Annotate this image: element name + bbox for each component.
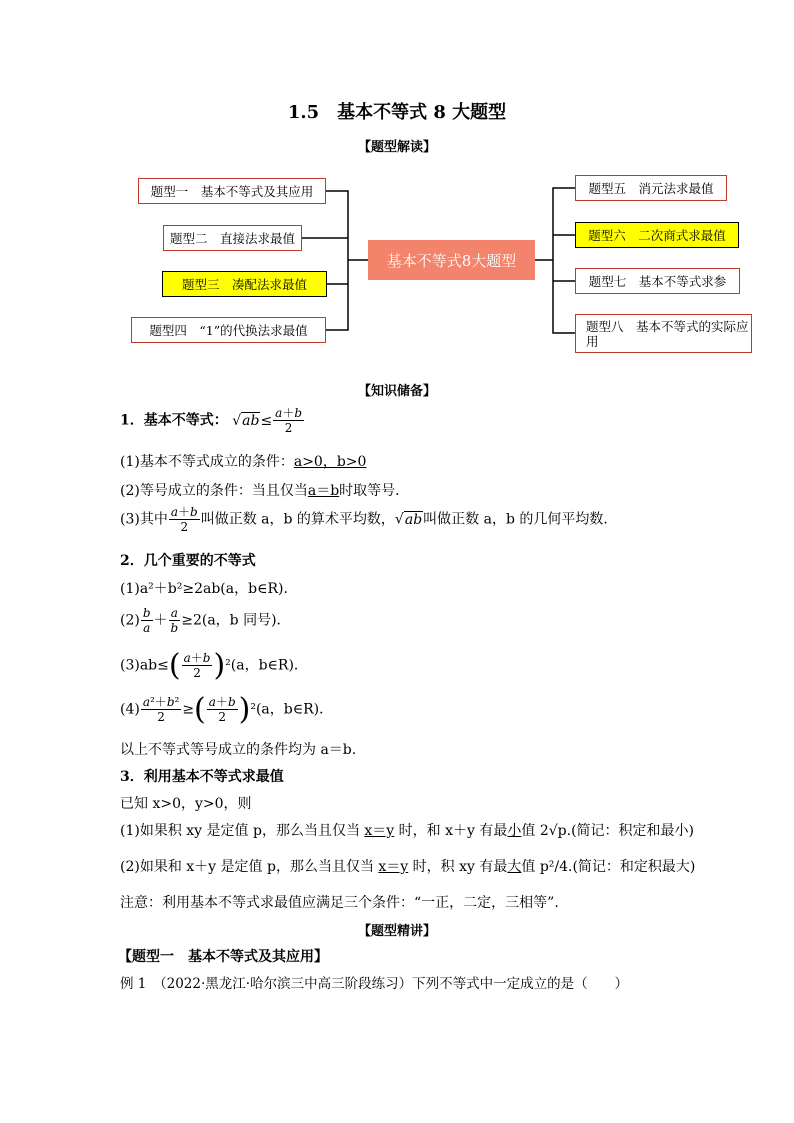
k2-ineq3-suffix: ²(a，b∈R)．: [225, 657, 308, 674]
k3-heading: 3．利用基本不等式求最值: [120, 769, 284, 785]
left-bracket-line: [326, 191, 348, 330]
page-title: 1.5 基本不等式 8 大题型: [287, 102, 507, 123]
k1-cond2-suffix: 时取等号．: [339, 483, 410, 499]
k2-ineq1: (1)a²＋b²≥2ab(a，b∈R)．: [120, 581, 298, 597]
k3-case2-suffix: 值 p²/4.(简记：和定积最大): [521, 859, 696, 875]
k3-given: 已知 x>0，y>0，则: [120, 796, 252, 812]
k1-means: (3)其中 $\frac{a+b}{2}$ 叫做正数 a，b 的算术平均数，√ab叫做正数 a，b 的几何平均数．: [120, 505, 618, 534]
k2-ineq3-prefix: (3)ab≤: [120, 657, 169, 674]
k3-case2-prefix: (2)如果和 x＋y 是定值 p，那么当且仅当: [120, 859, 379, 875]
k2-ineq4-prefix: (4): [120, 701, 140, 718]
diagram-node-type-8: 题型八 基本不等式的实际应用: [575, 314, 752, 353]
k3-case1-suffix: 值 2√p.(简记：积定和最小): [521, 823, 694, 839]
k1-cond2-value: a＝b: [307, 483, 340, 499]
k3-case2-mid: 时，积 xy 有最: [408, 859, 508, 875]
k1-cond2-label: (2)等号成立的条件：当且仅当: [120, 483, 308, 499]
diagram-node-type-4: 题型四 “1”的代换法求最值: [131, 317, 326, 343]
section-overview-heading: 【题型解读】: [357, 140, 436, 155]
k2-ineq4-suffix: ²(a，b∈R)．: [250, 701, 334, 718]
diagram-center-node: 基本不等式8大题型: [368, 240, 535, 280]
k2-heading: 2．几个重要的不等式: [120, 553, 256, 569]
k1-formula: √ab≤ $\frac{a+b}{2}$: [232, 406, 303, 435]
k3-case2: [120, 856, 695, 876]
diagram-node-type-3: 题型三 凑配法求最值: [162, 271, 327, 297]
k1-cond1: [120, 451, 366, 471]
k3-case1-prefix: (1)如果积 xy 是定值 p，那么当且仅当: [120, 823, 365, 839]
k2-ineq2-suffix: ≥2(a，b 同号)．: [181, 612, 291, 629]
diagram-node-type-7: 题型七 基本不等式求参: [575, 268, 740, 294]
diagram-node-type-1: 题型一 基本不等式及其应用: [138, 178, 326, 204]
half-sum-fraction: $\frac{a+b}{2}$: [183, 651, 211, 680]
k2-ineq3: (3)ab≤( $\frac{a+b}{2}$ )²(a，b∈R)．: [120, 648, 308, 683]
b-over-a: $\frac{b}{a}$: [142, 606, 151, 635]
k3-case1: [120, 820, 694, 840]
k1-means-prefix: (3)其中: [120, 511, 168, 528]
k3-note: 注意：利用基本不等式求最值应满足三个条件：“一正，二定，三相等”.: [120, 895, 559, 911]
diagram-node-type-2: 题型二 直接法求最值: [163, 225, 302, 251]
k1-cond1-label: (1)基本不等式成立的条件：: [120, 454, 294, 470]
k2-note: 以上不等式等号成立的条件均为 a＝b.: [120, 742, 357, 758]
k1-cond1-value: a>0，b>0: [293, 454, 367, 470]
example-1: 例 1 （2022·黑龙江·哈尔滨三中高三阶段练习）下列不等式中一定成立的是（ ）: [120, 976, 629, 992]
square-mean-fraction: $\frac{\text{a²＋b²}}{2}$: [142, 695, 180, 724]
k1-means-suffix: 叫做正数 a，b 的几何平均数．: [423, 511, 618, 528]
section-knowledge-heading: 【知识储备】: [357, 384, 436, 399]
k3-case1-eq: x＝y: [364, 823, 395, 839]
k2-ineq4: (4) $\frac{\text{a²＋b²}}{2}$ ≥( $\frac{a+b}{2}$ )²(a，b∈R)．: [120, 692, 334, 727]
type1-heading: 【题型一 基本不等式及其应用】: [118, 949, 328, 965]
diagram-node-type-6: 题型六 二次商式求最值: [575, 222, 739, 248]
k3-case2-eq: x＝y: [378, 859, 409, 875]
section-lecture-heading: 【题型精讲】: [357, 924, 436, 939]
k1-cond2: [120, 480, 409, 500]
k2-ineq2-prefix: (2): [120, 612, 140, 629]
k3-case2-big: 大: [507, 859, 522, 875]
k1-line: [120, 406, 305, 435]
half-sum-fraction-2: $\frac{a+b}{2}$: [208, 695, 236, 724]
k1-heading: 1．基本不等式：: [120, 412, 228, 429]
diagram-node-type-5: 题型五 消元法求最值: [575, 175, 727, 201]
arithmetic-mean-formula: $\frac{a+b}{2}$: [170, 505, 198, 534]
a-over-b: $\frac{a}{b}$: [170, 606, 179, 635]
right-bracket-line: [553, 188, 575, 333]
k1-means-mid: 叫做正数 a，b 的算术平均数，: [200, 511, 395, 528]
k3-case1-mid: 时，和 x＋y 有最: [394, 823, 508, 839]
k2-ineq2: (2) $\frac{b}{a}$ ＋ $\frac{a}{b}$ ≥2(a，b 同号)．: [120, 606, 291, 635]
k3-case1-small: 小: [507, 823, 522, 839]
